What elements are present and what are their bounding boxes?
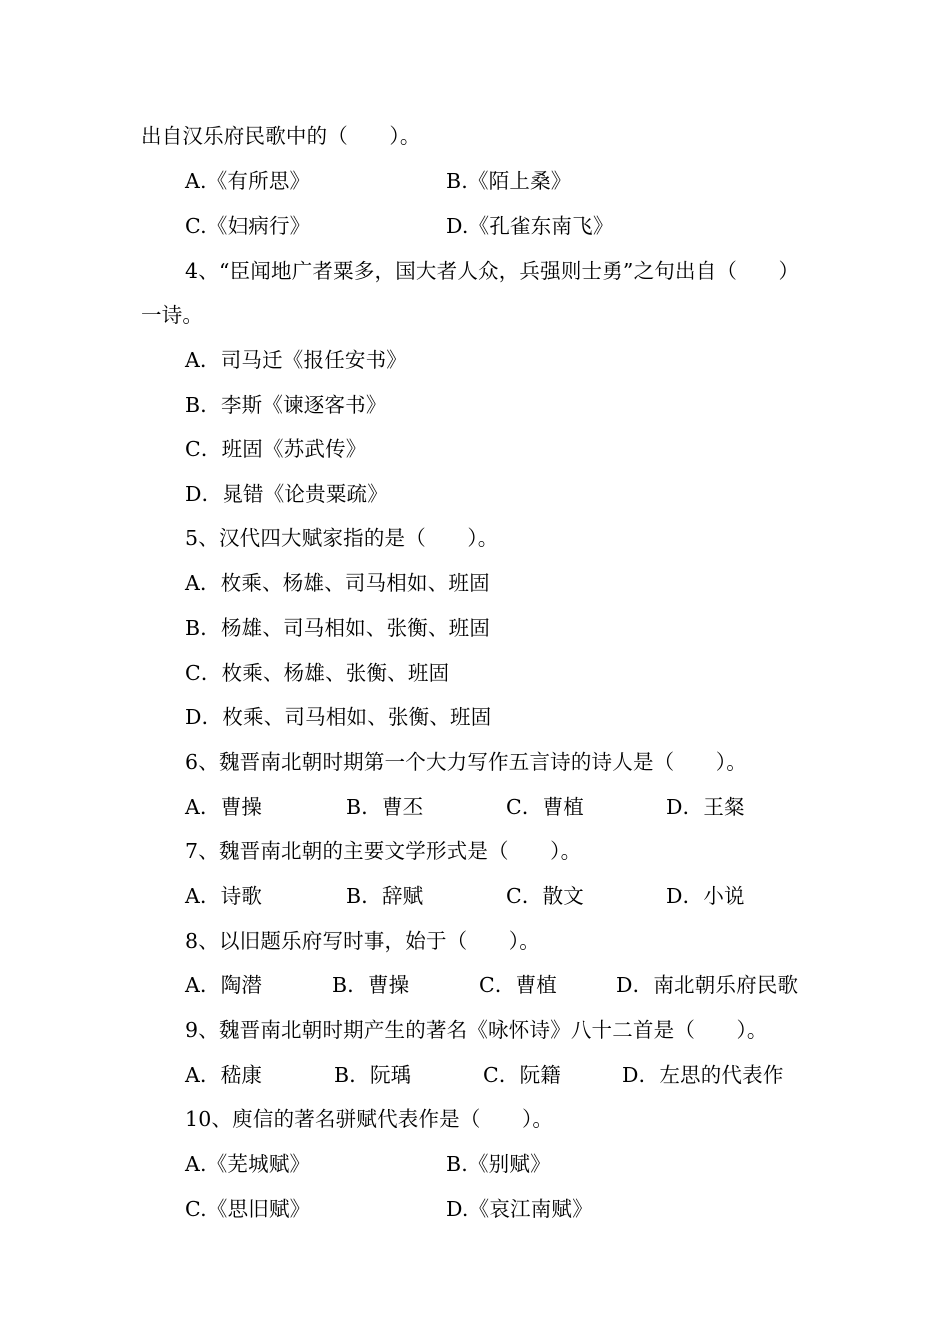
option: A．嵇康 — [185, 1063, 263, 1087]
question-9: 9、魏晋南北朝时期产生的著名《咏怀诗》八十二首是（ ）。 — [185, 1018, 768, 1042]
option: A．枚乘、杨雄、司马相如、班固 — [185, 571, 490, 595]
option: D．枚乘、司马相如、张衡、班固 — [185, 705, 492, 729]
option: C．散文 — [506, 884, 584, 908]
question-6: 6、魏晋南北朝时期第一个大力写作五言诗的诗人是（ ）。 — [185, 750, 747, 774]
option: A．诗歌 — [185, 884, 263, 908]
option: B.《陌上桑》 — [446, 169, 572, 193]
option: B．杨雄、司马相如、张衡、班固 — [185, 616, 491, 640]
option: A.《芜城赋》 — [185, 1152, 311, 1176]
option: C.《妇病行》 — [185, 214, 311, 238]
option: B．李斯《谏逐客书》 — [185, 393, 387, 417]
option: B．阮瑀 — [334, 1063, 412, 1087]
option: A．陶潜 — [185, 973, 263, 997]
option: D．左思的代表作 — [622, 1063, 784, 1087]
question-10: 10、庾信的著名骈赋代表作是（ ）。 — [185, 1107, 554, 1131]
option: A.《有所思》 — [185, 169, 311, 193]
option: C．枚乘、杨雄、张衡、班固 — [185, 661, 450, 685]
option: B．辞赋 — [346, 884, 424, 908]
option: D.《孔雀东南飞》 — [446, 214, 614, 238]
option: A．曹操 — [185, 795, 263, 819]
question-4: 4、“臣闻地广者粟多，国大者人众，兵强则士勇”之句出自（ ） — [185, 259, 800, 283]
option: C．阮籍 — [483, 1063, 561, 1087]
option: D.《哀江南赋》 — [446, 1197, 593, 1221]
option: C．曹植 — [479, 973, 557, 997]
option: C．班固《苏武传》 — [185, 437, 367, 461]
option: B．曹操 — [332, 973, 410, 997]
option: B．曹丕 — [346, 795, 424, 819]
option: D．王粲 — [666, 795, 745, 819]
question-5: 5、汉代四大赋家指的是（ ）。 — [185, 526, 499, 550]
option: D．晁错《论贵粟疏》 — [185, 482, 388, 506]
question-8: 8、以旧题乐府写时事，始于（ ）。 — [185, 929, 540, 953]
question-7: 7、魏晋南北朝的主要文学形式是（ ）。 — [185, 839, 582, 863]
question-3-continuation: 出自汉乐府民歌中的（ ）。 — [141, 124, 421, 148]
option: D．小说 — [666, 884, 745, 908]
question-4-continuation: 一诗。 — [141, 303, 204, 327]
option: A．司马迁《报任安书》 — [185, 348, 408, 372]
option: D．南北朝乐府民歌 — [616, 973, 799, 997]
option: C．曹植 — [506, 795, 584, 819]
option: C.《思旧赋》 — [185, 1197, 311, 1221]
option: B.《别赋》 — [446, 1152, 551, 1176]
